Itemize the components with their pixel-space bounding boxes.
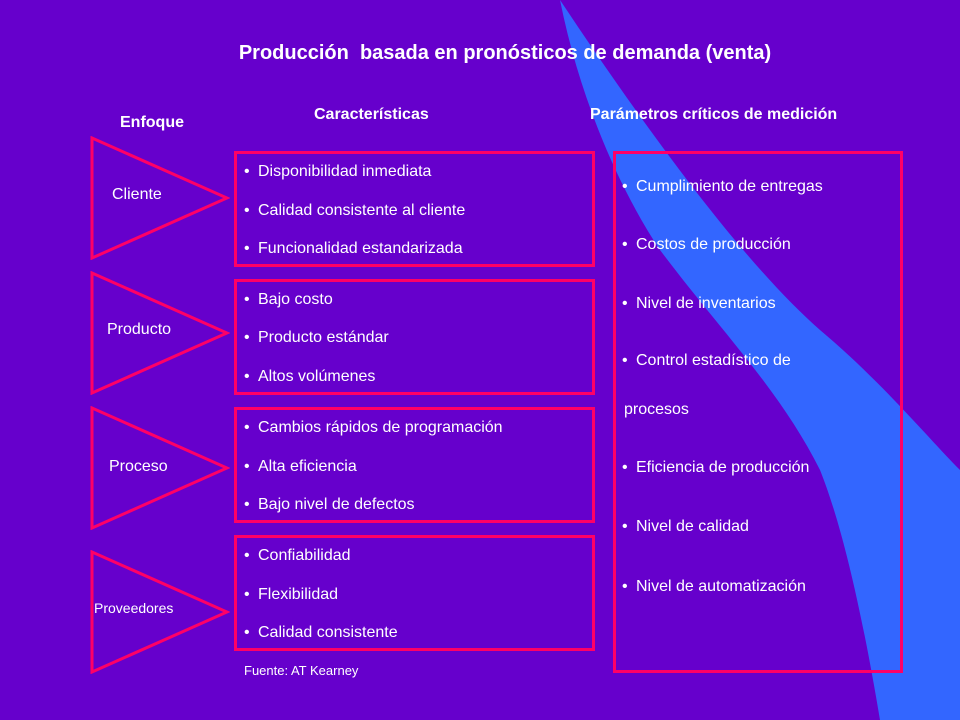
characteristics-box-proceso — [234, 407, 595, 523]
list-item: • Funcionalidad estandarizada — [244, 240, 463, 258]
header-parametros: Parámetros críticos de medición — [590, 106, 838, 123]
list-item: • Nivel de inventarios — [622, 295, 776, 313]
list-item-continuation: procesos — [624, 401, 689, 418]
list-item: • Altos volúmenes — [244, 368, 375, 386]
list-item: • Calidad consistente — [244, 624, 398, 642]
list-item: • Producto estándar — [244, 329, 389, 347]
header-enfoque: Enfoque — [120, 114, 184, 131]
list-item: • Cambios rápidos de programación — [244, 419, 503, 437]
page-title: Producción basada en pronósticos de demanda (venta) — [238, 42, 772, 64]
list-item: • Control estadístico de — [622, 352, 791, 370]
list-item: • Alta eficiencia — [244, 458, 357, 476]
characteristics-box-cliente — [234, 151, 595, 267]
list-item: • Disponibilidad inmediata — [244, 163, 431, 181]
focus-label-cliente: Cliente — [112, 186, 162, 203]
list-item: • Nivel de calidad — [622, 518, 749, 536]
characteristics-box-producto — [234, 279, 595, 395]
list-item: • Flexibilidad — [244, 586, 338, 604]
list-item: • Bajo nivel de defectos — [244, 496, 415, 514]
list-item: • Confiabilidad — [244, 547, 351, 565]
list-item: • Eficiencia de producción — [622, 459, 809, 477]
list-item: • Cumplimiento de entregas — [622, 178, 823, 196]
focus-label-proceso: Proceso — [109, 458, 168, 475]
focus-label-producto: Producto — [107, 321, 172, 338]
source-note: Fuente: AT Kearney — [244, 663, 359, 678]
list-item: • Nivel de automatización — [622, 578, 806, 596]
list-item: • Calidad consistente al cliente — [244, 202, 465, 220]
list-item: • Bajo costo — [244, 291, 333, 309]
header-caracteristicas: Características — [314, 106, 429, 123]
parameters-box — [613, 151, 903, 673]
focus-label-proveedores: Proveedores — [94, 600, 174, 616]
list-item: • Costos de producción — [622, 236, 791, 254]
characteristics-box-proveedores — [234, 535, 595, 651]
